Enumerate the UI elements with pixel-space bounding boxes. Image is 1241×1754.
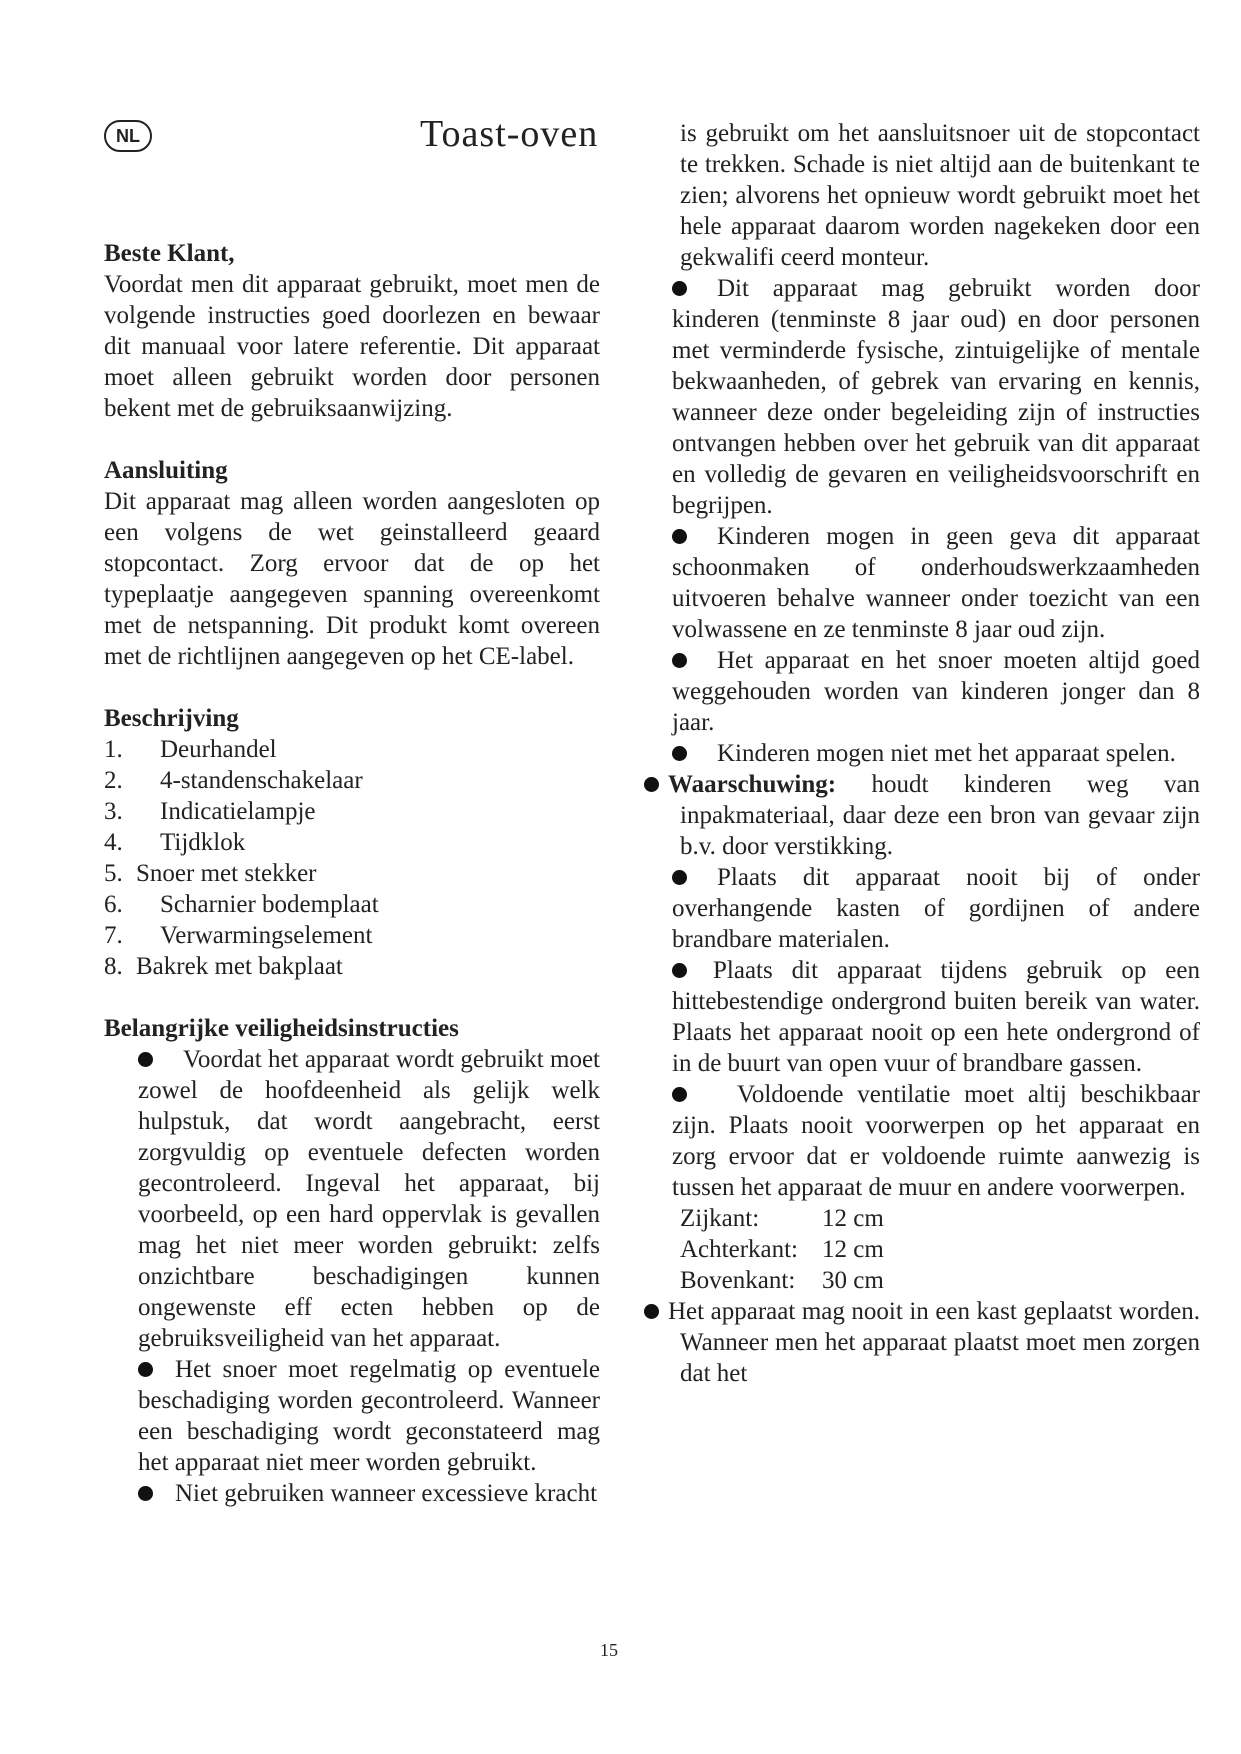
left-column [104, 238, 600, 1509]
safety-bullet: Het apparaat en het snoer moeten altijd goed weggehouden worden van kinderen jonger dan 8 jaar. [672, 647, 1200, 736]
intro-paragraph: Voordat men dit apparaat gebruikt, moet men de volgende instructies goed doorlezen en bewaar dit manuaal voor latere referentie. Dit apparaat moet alleen gebruikt worden door personen bekent met de gebruiksaanwijzing. [104, 271, 600, 422]
bullet-icon [138, 1362, 153, 1377]
list-item: 7. Verwarmingselement [104, 922, 373, 949]
list-item: 5. Snoer met stekker [104, 860, 317, 887]
aansluiting-paragraph: Dit apparaat mag alleen worden aangesloten op een volgens de wet geinstalleerd geaard stopcontact. Zorg ervoor dat de op het typeplaatje aangegeven spanning overeenkomt met de netspanning. Dit produkt komt overeen met de richtlijnen aangegeven op het CE-label. [104, 488, 600, 670]
language-badge: NL [104, 120, 152, 152]
clearance-row: Achterkant: 12 cm [680, 1236, 884, 1263]
list-item: 2. 4-standenschakelaar [104, 767, 363, 794]
right-column [668, 118, 1200, 1389]
warning-bullet: Waarschuwing: houdt kinderen weg van inpakmateriaal, daar deze een bron van gevaar zijn b.v. door verstikking. [644, 769, 1200, 862]
safety-bullet: Kinderen mogen niet met het apparaat spelen. [672, 738, 1200, 769]
safety-bullet: Kinderen mogen in geen geva dit apparaat schoonmaken of onderhoudswerkzaamheden uitvoeren behalve wanneer onder toezicht van een volwassene en ze tenminste 8 jaar oud zijn. [672, 523, 1200, 643]
bullet-icon [672, 746, 687, 761]
warning-label: Waarschuwing: [668, 771, 837, 798]
safety-bullet: Niet gebruiken wanneer excessieve kracht [104, 1478, 600, 1509]
beschrijving-heading: Beschrijving [104, 705, 239, 732]
bullet-icon [672, 963, 687, 978]
list-item: 4. Tijdklok [104, 829, 246, 856]
safety-bullet: Plaats dit apparaat nooit bij of onder overhangende kasten of gordijnen of andere brandbare materialen. [672, 864, 1200, 953]
aansluiting-heading: Aansluiting [104, 457, 228, 484]
safety-bullet: Voordat het apparaat wordt gebruikt moet zowel de hoofdeenheid als gelijk welk hulpstuk, dat wordt aangebracht, eerst zorgvuldig op eventuele defecten worden gecontroleerd. Ingeval het apparaat, bij voorbeeld, op een hard oppervlak is gevallen mag het niet meer worden gebruikt: zelfs onzichtbare beschadigingen kunnen ongewenste eff ecten hebben op de gebruiksveiligheid van het apparaat. [138, 1046, 600, 1352]
bullet-icon [644, 1304, 659, 1319]
list-item: 1. Deurhandel [104, 736, 277, 763]
bullet-icon [644, 777, 659, 792]
safety-bullet: Het apparaat mag nooit in een kast geplaatst worden. Wanneer men het apparaat plaatst moet men zorgen dat het [644, 1296, 1200, 1389]
continuation-paragraph: is gebruikt om het aansluitsnoer uit de stopcontact te trekken. Schade is niet altijd aan de buitenkant te zien; alvorens het opnieuw wordt gebruikt moet het hele apparaat daarom worden nagekeken door een gekwalifi ceerd monteur. [680, 120, 1200, 271]
clearance-row: Bovenkant: 30 cm [680, 1267, 884, 1294]
safety-bullet: Voldoende ventilatie moet altij beschikbaar zijn. Plaats nooit voorwerpen op het apparaat en zorg ervoor dat er voldoende ruimte aanwezig is tussen het apparaat de muur en andere voorwerpen. [672, 1081, 1200, 1201]
bullet-icon [672, 1087, 687, 1102]
page-title: Toast-oven [420, 113, 599, 155]
bullet-icon [672, 281, 687, 296]
clearance-row: Zijkant: 12 cm [680, 1205, 884, 1232]
bullet-icon [138, 1486, 153, 1501]
safety-bullet: Dit apparaat mag gebruikt worden door kinderen (tenminste 8 jaar oud) en door personen met verminderde fysische, zintuigelijke of mentale bekwaanheden, of gebrek van ervaring en kennis, wanneer deze onder begeleiding zijn of instructies ontvangen hebben over het gebruik van dit apparaat en volledig de gevaren en veiligheidsvoorschrift en begrijpen. [672, 275, 1200, 519]
greeting-heading: Beste Klant, [104, 240, 235, 267]
bullet-icon [138, 1052, 153, 1067]
list-item: 8. Bakrek met bakplaat [104, 953, 343, 980]
safety-heading: Belangrijke veiligheidsinstructies [104, 1015, 459, 1042]
safety-bullet: Plaats dit apparaat tijdens gebruik op een hittebestendige ondergrond buiten bereik van water. Plaats het apparaat nooit op een hete ondergrond of in de buurt van open vuur of brandbare gassen. [672, 957, 1200, 1077]
bullet-icon [672, 529, 687, 544]
page-number: 15 [600, 1640, 618, 1660]
parts-list [104, 734, 600, 982]
list-item: 3. Indicatielampje [104, 798, 316, 825]
list-item: 6. Scharnier bodemplaat [104, 891, 379, 918]
safety-bullet: Het snoer moet regelmatig op eventuele beschadiging worden gecontroleerd. Wanneer een beschadiging wordt geconstateerd mag het apparaat niet meer worden gebruikt. [138, 1356, 600, 1476]
bullet-icon [672, 870, 687, 885]
clearance-list [680, 1203, 1200, 1296]
bullet-icon [672, 653, 687, 668]
